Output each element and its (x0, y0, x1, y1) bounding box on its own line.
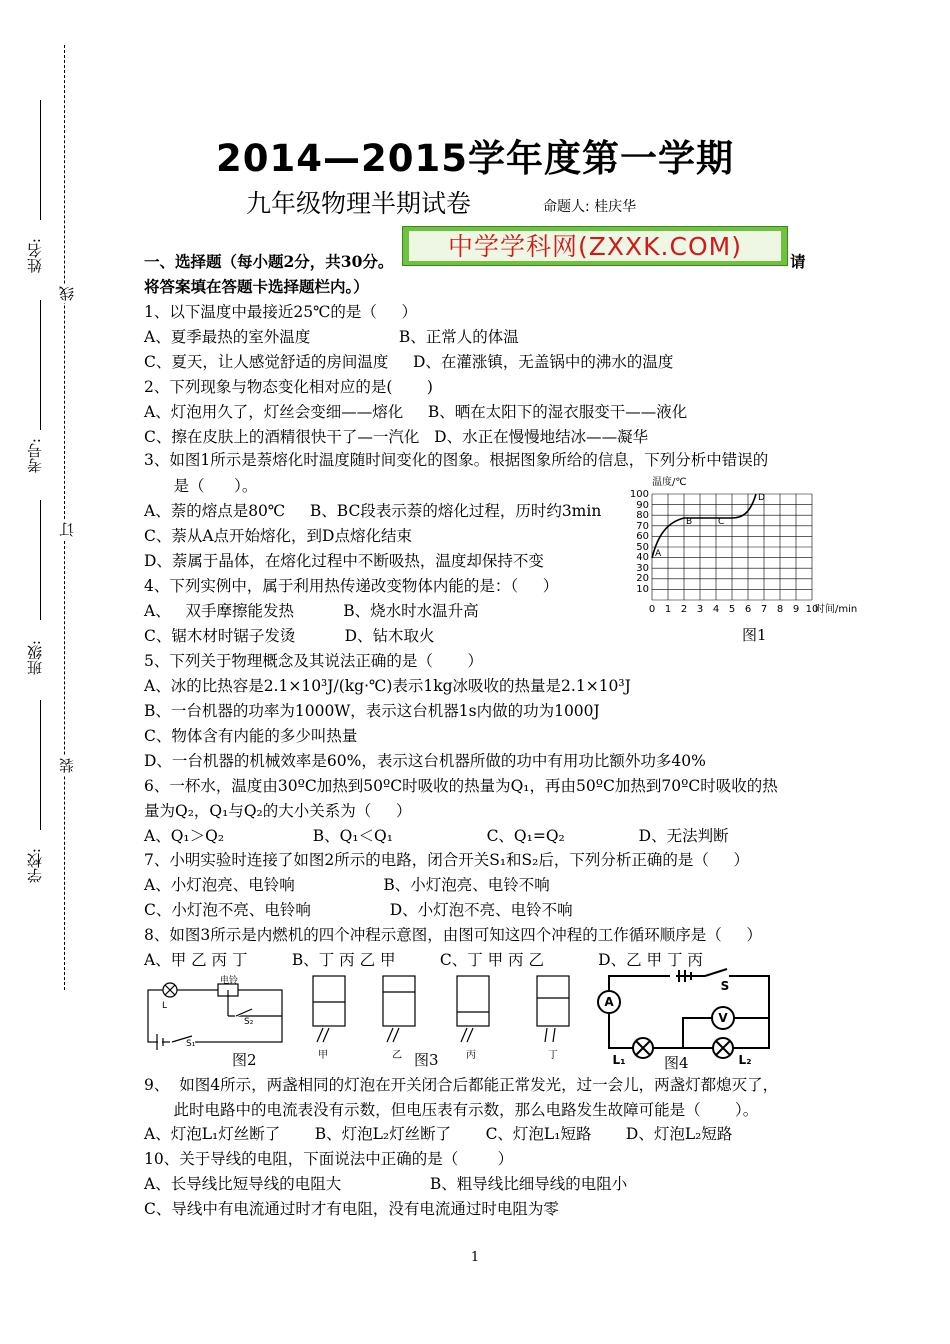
class-blank-line (40, 500, 41, 620)
question-line: A、灯泡L₁灯丝断了 B、灯泡L₂灯丝断了 C、灯泡L₁短路 D、灯泡L₂短路 (144, 1125, 733, 1143)
figure1-xticks (649, 604, 819, 615)
section-heading-cont: 将答案填在答题卡选择题栏内。） (144, 277, 369, 296)
question-line: 2、下列现象与物态变化相对应的是( ) (144, 378, 433, 396)
figure3-engine-strokes (305, 972, 585, 1062)
figure1-xtick: 2 (680, 604, 688, 615)
school-blank-line (40, 700, 41, 830)
figure1-ytick: 10 (636, 584, 649, 595)
question-line: D、萘属于晶体，在熔化过程中不断吸热，温度却保持不变 (144, 552, 544, 570)
question-line: A、冰的比热容是2.1×10³J/(kg·℃)表示1kg冰吸收的热量是2.1×10³J (144, 677, 631, 695)
figure1-xtick: 10 (805, 604, 819, 615)
question-line: 8、如图3所示是内燃机的四个冲程示意图，由图可知这四个冲程的工作循环顺序是（ ） (144, 926, 762, 944)
figure1-xtick: 0 (648, 604, 656, 615)
question-line: 3、如图1所示是萘熔化时温度随时间变化的图象。根据图象所给的信息，下列分析中错误的 (144, 451, 769, 469)
section-heading-tail: 请 (790, 252, 806, 271)
watermark-banner (402, 226, 788, 266)
question-line: A、Q₁＞Q₂ B、Q₁＜Q₁ C、Q₁=Q₂ D、无法判断 (144, 827, 729, 845)
figure1-point-c: C (718, 517, 725, 527)
figure1-xtick: 4 (712, 604, 720, 615)
question-line: 4、下列实例中，属于利用热传递改变物体内能的是：（ ） (144, 577, 559, 595)
figure1-xtick: 7 (760, 604, 768, 615)
school-label: 学校: (26, 848, 44, 884)
engine-stroke-ding (537, 976, 569, 1042)
name-label: 姓名: (26, 238, 44, 274)
question-line: 1、以下温度中最接近25℃的是（ ） (144, 303, 418, 321)
question-line: D、一台机器的机械效率是60%，表示这台机器所做的功中有用功比额外功多40% (144, 752, 706, 770)
figure2-switch-s2 (236, 1009, 252, 1016)
question-line: C、擦在皮肤上的酒精很快干了—一汽化 D、水正在慢慢地结冰——凝华 (144, 428, 649, 446)
section-heading: 一、选择题（每小题2分，共30分。 (144, 252, 394, 271)
question-line: 5、下列关于物理概念及其说法正确的是（ ） (144, 652, 483, 670)
figure1-ytick: 100 (629, 489, 649, 500)
question-line: 是（ ）。 (144, 477, 258, 495)
figure4-caption: 图4 (664, 1054, 689, 1072)
binding-mark-staple: 订 (58, 522, 76, 537)
question-line: 10、关于导线的电阻，下面说法中正确的是（ ） (144, 1150, 514, 1168)
question-line: C、夏天，让人感觉舒适的房间温度 D、在灌涨镇，无盖锅中的沸水的温度 (144, 353, 674, 371)
figure1-ytick: 70 (636, 521, 649, 532)
question-line: C、导线中有电流通过时才有电阻，没有电流通过时电阻为零 (144, 1200, 559, 1218)
watermark-text: 中学学科网(ZXXK.COM) (409, 231, 781, 261)
figure1-xtick: 1 (664, 604, 672, 615)
figure2-s1-label: S₁ (186, 1039, 196, 1049)
figure1-ylabel: 温度/℃ (652, 477, 687, 488)
figure2-circuit (140, 976, 290, 1050)
question-line: A、萘的熔点是80℃ B、BC段表示萘的熔化过程，历时约3min (144, 502, 602, 520)
question-line: 6、一杯水，温度由30ºC加热到50ºC时吸收的热量为Q₁，再由50ºC加热到70ºC时吸收的热 (144, 777, 778, 795)
binding-mark-bind: 装 (58, 758, 76, 773)
question-line: 量为Q₂，Q₁与Q₂的大小关系为（ ） (144, 802, 412, 820)
figure1-point-b: B (686, 517, 693, 527)
figure1-xtick: 9 (792, 604, 800, 615)
question-line: A、夏季最热的室外温度 B、正常人的体温 (144, 328, 519, 346)
engine-stroke-jia (313, 976, 345, 1042)
question-line: C、小灯泡不亮、电铃响 D、小灯泡不亮、电铃不响 (144, 901, 573, 919)
figure1-ytick: 60 (636, 531, 649, 542)
question-line: C、物体含有内能的多少叫热量 (144, 727, 358, 745)
page-number: 1 (470, 1250, 480, 1265)
figure2-bell-label: 电铃 (220, 976, 239, 986)
engine-stroke-bing (457, 976, 489, 1042)
class-label: 班级: (26, 640, 44, 676)
engine-stroke-label: 丁 (548, 1050, 558, 1061)
binding-dashed-line (64, 45, 65, 990)
figure3-caption: 图3 (414, 1051, 439, 1069)
engine-stroke-yi (383, 976, 415, 1042)
figure1-ytick: 80 (636, 510, 649, 521)
figure4-l2-label: L₂ (738, 1053, 752, 1067)
figure2-caption: 图2 (232, 1051, 257, 1069)
figure4-ammeter-label: A (604, 995, 614, 1009)
figure1-yticks (630, 489, 649, 595)
question-line: A、长导线比短导线的电阻大 B、粗导线比细导线的电阻小 (144, 1175, 628, 1193)
figure1-point-d: D (758, 493, 765, 503)
question-line: C、萘从A点开始熔化，到D点熔化结束 (144, 527, 412, 545)
figure1-graph (629, 474, 872, 644)
question-line: 7、小明实验时连接了如图2所示的电路，闭合开关S₁和S₂后，下列分析正确的是（ ） (144, 851, 750, 869)
author-line: 命题人: 桂庆华 (543, 199, 637, 215)
figure1-xtick: 3 (696, 604, 704, 615)
figure1-grid (652, 494, 812, 600)
question-line: 9、 如图4所示，两盏相同的灯泡在开关闭合后都能正常发光，过一会儿，两盏灯都熄灭了， (144, 1076, 779, 1094)
figure1-xtick: 5 (728, 604, 736, 615)
question-line: B、一台机器的功率为1000W，表示这台机器1s内做的功为1000J (144, 702, 600, 720)
page-subtitle: 九年级物理半期试卷 (246, 189, 472, 218)
question-line: A、甲 乙 丙 丁 B、丁 丙 乙 甲 C、丁 甲 丙 乙 D、乙 甲 丁 丙 (144, 951, 703, 969)
question-line: C、锯木材时锯子发烫 D、钻木取火 (144, 627, 435, 645)
engine-stroke-label: 丙 (466, 1050, 476, 1061)
engine-stroke-label: 甲 (318, 1050, 328, 1061)
figure1-xtick: 8 (776, 604, 784, 615)
page-title: 2014—2015学年度第一学期 (216, 137, 734, 180)
question-line: 此时电路中的电流表没有示数，但电压表有示数，那么电路发生故障可能是（ ）。 (144, 1101, 759, 1119)
engine-stroke-label: 乙 (392, 1050, 402, 1061)
binding-margin (0, 0, 100, 1344)
question-line: A、小灯泡亮、电铃响 B、小灯泡亮、电铃不响 (144, 876, 550, 894)
figure4-voltmeter-label: V (718, 1011, 728, 1025)
exam-number-label: 考号: (26, 438, 44, 474)
question-line: A、灯泡用久了，灯丝会变细——熔化 B、晒在太阳下的湿衣服变干——液化 (144, 403, 688, 421)
figure2-lamp-label: L (162, 1001, 168, 1011)
figure1-caption: 图1 (742, 626, 767, 644)
figure1-xtick: 6 (744, 604, 752, 615)
figure1-ytick: 20 (636, 573, 649, 584)
binding-mark-line: 线 (58, 286, 76, 301)
figure4-l1-label: L₁ (612, 1053, 626, 1067)
figure4-switch-label: S (720, 979, 730, 993)
question-line: A、 双手摩擦能发热 B、烧水时水温升高 (144, 602, 479, 620)
exam-number-blank-line (40, 300, 41, 430)
figure1-ytick: 40 (636, 552, 649, 563)
figure2-s2-label: S₂ (244, 1017, 254, 1027)
figure1-point-a: A (655, 549, 662, 559)
figure1-ytick: 50 (636, 542, 649, 553)
figure1-ytick: 30 (636, 563, 649, 574)
figure1-xlabel: 时间/min (815, 604, 858, 615)
figure1-ytick: 90 (636, 500, 649, 511)
